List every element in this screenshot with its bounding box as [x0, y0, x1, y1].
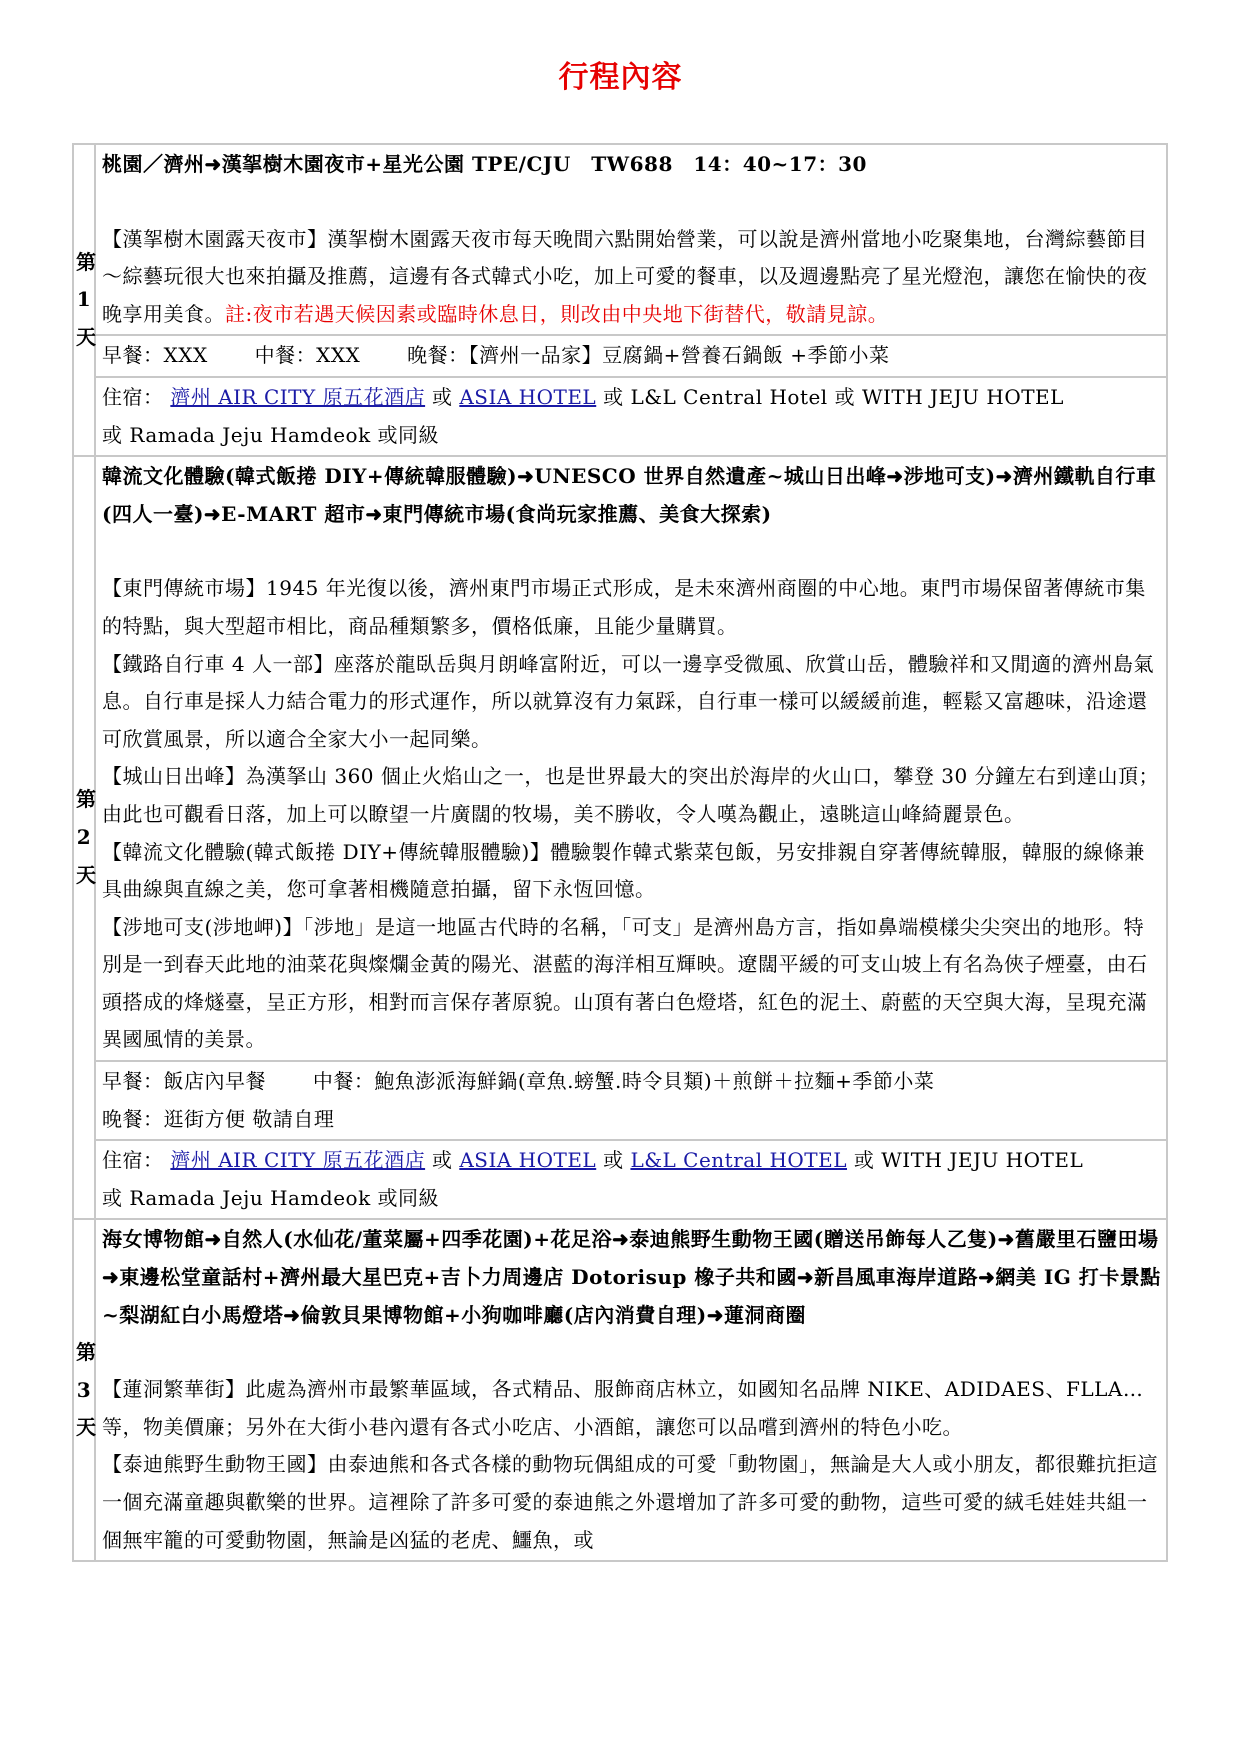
- day3-route: 海女博物館➜自然人(水仙花/董菜屬+四季花園)+花足浴➜泰迪熊野生動物王國(贈送吊飾每人乙隻)➜舊嚴里石鹽田場➜東邊松堂童話村+濟州最大星巴克+吉卜力周邊店 Dotorisup 橡子共和國➜新昌風車海岸道路➜網美 IG 打卡景點~梨湖紅白小馬燈塔➜倫敦貝果博物館+小狗咖啡廳(店內消費自理)➜蓮洞商圈: [102, 1227, 1161, 1327]
- day1-hotel-asia-link[interactable]: ASIA HOTEL: [459, 384, 597, 409]
- day2-route-row: [73, 456, 1167, 1061]
- day2-hotel-ll-central-link[interactable]: L&L Central HOTEL: [630, 1148, 848, 1173]
- day1-route-row: [73, 144, 1167, 335]
- day2-paragraph: 【鐵路自行車 4 人一部】座落於龍臥岳與月朗峰富附近，可以一邊享受微風、欣賞山岳，體驗祥和又閒適的濟州島氣息。自行車是採人力結合電力的形式運作，所以就算沒有力氣踩，自行車一樣可以緩緩前進，輕鬆又富趣味，沿途還可欣賞風景，所以適合全家大小一起同樂。: [102, 651, 1154, 751]
- day2-meals-row: [73, 1061, 1167, 1140]
- day3-label: 第 3 天: [73, 1219, 95, 1561]
- day2-hotel-air-city-link[interactable]: 濟州 AIR CITY 原五花酒店: [170, 1148, 426, 1173]
- day3-paragraph: 【蓮洞繁華街】此處為濟州市最繁華區域，各式精品、服飾商店林立，如國知名品牌 NIKE、ADIDAES、FLLA…等，物美價廉；另外在大街小巷內還有各式小吃店、小酒館，讓您可以品嚐到濟州的特色小吃。: [102, 1377, 1144, 1439]
- day2-meals: 早餐：飯店內早餐 中餐：鮑魚澎派海鮮鍋(章魚.螃蟹.時令貝類)＋煎餅＋拉麵+季節小菜 晚餐：逛街方便 敬請自理: [95, 1061, 1167, 1140]
- day3-description-cell: [95, 1219, 1167, 1561]
- day1-label: 第 1 天: [73, 144, 95, 456]
- day2-paragraph: 【東門傳統市場】1945 年光復以後，濟州東門市場正式形成，是未來濟州商圈的中心地。東門市場保留著傳統市集的特點，與大型超市相比，商品種類繁多，價格低廉，且能少量購買。: [102, 576, 1146, 638]
- day2-paragraph: 【涉地可支(涉地岬)】「涉地」是這一地區古代時的名稱，「可支」是濟州島方言，指如鼻端模樣尖尖突出的地形。特別是一到春天此地的油菜花與燦爛金黃的陽光、湛藍的海洋相互輝映。遼闊平緩的可支山坡上有名為俠子煙臺，由石頭搭成的烽燧臺，呈正方形，相對而言保存著原貌。山頂有著白色燈塔，紅色的泥土、蔚藍的天空與大海，呈現充滿異國風情的美景。: [102, 914, 1148, 1052]
- day1-description: 【漢挐樹木園露天夜市】漢挐樹木園露天夜市每天晚間六點開始營業，可以說是濟州當地小吃聚集地，台灣綜藝節目～綜藝玩很大也來拍攝及推薦，這邊有各式韓式小吃，加上可愛的餐車，以及週邊點亮了星光燈泡，讓您在愉快的夜晚享用美食。註:夜市若遇天候因素或臨時休息日，則改由中央地下街替代，敬請見諒。: [102, 226, 1148, 326]
- itinerary-table: [72, 143, 1168, 1562]
- day2-hotel: 住宿： 濟州 AIR CITY 原五花酒店 或 ASIA HOTEL 或 L&L Central HOTEL 或 WITH JEJU HOTEL 或 Ramada Jeju Hamdeok 或同級: [95, 1140, 1167, 1219]
- day1-route: 桃園／濟州➜漢挐樹木園夜市+星光公園 TPE/CJU TW688 14：40~17：30: [102, 152, 867, 176]
- day2-hotel-row: [73, 1140, 1167, 1219]
- day1-hotel-air-city-link[interactable]: 濟州 AIR CITY 原五花酒店: [170, 384, 426, 409]
- day2-route: 韓流文化體驗(韓式飯捲 DIY+傳統韓服體驗)➜UNESCO 世界自然遺產~城山日出峰➜涉地可支)➜濟州鐵軌自行車(四人一臺)➜E-MART 超市➜東門傳統市場(食尚玩家推薦、美食大探索): [102, 464, 1157, 526]
- day2-paragraph: 【城山日出峰】為漢拏山 360 個止火焰山之一，也是世界最大的突出於海岸的火山口，攀登 30 分鐘左右到達山頂；由此也可觀看日落，加上可以瞭望一片廣闊的牧場，美不勝收，令人嘆為觀止，遠眺這山峰綺麗景色。: [102, 764, 1160, 826]
- day3-paragraph: 【泰迪熊野生動物王國】由泰迪熊和各式各樣的動物玩偶組成的可愛「動物園」，無論是大人或小朋友，都很難抗拒這一個充滿童趣與歡樂的世界。這裡除了許多可愛的泰迪熊之外還增加了許多可愛的動物，這些可愛的絨毛娃娃共組一個無牢籠的可愛動物園，無論是凶猛的老虎、鱷魚，或: [102, 1452, 1158, 1552]
- day2-label: 第 2 天: [73, 456, 95, 1219]
- day2-hotel-asia-link[interactable]: ASIA HOTEL: [459, 1148, 597, 1173]
- day1-meals: 早餐：XXX 中餐：XXX 晚餐：【濟州一品家】豆腐鍋+營養石鍋飯 +季節小菜: [95, 335, 1167, 377]
- page-title: 行程內容: [558, 60, 683, 95]
- day1-description-cell: [95, 144, 1167, 335]
- day1-note: 註:夜市若遇天候因素或臨時休息日，則改由中央地下街替代，敬請見諒。: [225, 301, 889, 326]
- day1-hotel: 住宿： 濟州 AIR CITY 原五花酒店 或 ASIA HOTEL 或 L&L Central Hotel 或 WITH JEJU HOTEL 或 Ramada Jeju Hamdeok 或同級: [95, 377, 1167, 456]
- day1-meals-row: [73, 335, 1167, 377]
- day2-description-cell: [95, 456, 1167, 1061]
- day2-paragraph: 【韓流文化體驗(韓式飯捲 DIY+傳統韓服體驗)】體驗製作韓式紫菜包飯，另安排親自穿著傳統韓服，韓服的線條兼具曲線與直線之美，您可拿著相機隨意拍攝，留下永恆回憶。: [102, 839, 1145, 902]
- day3-route-row: [73, 1219, 1167, 1561]
- day1-hotel-row: [73, 377, 1167, 456]
